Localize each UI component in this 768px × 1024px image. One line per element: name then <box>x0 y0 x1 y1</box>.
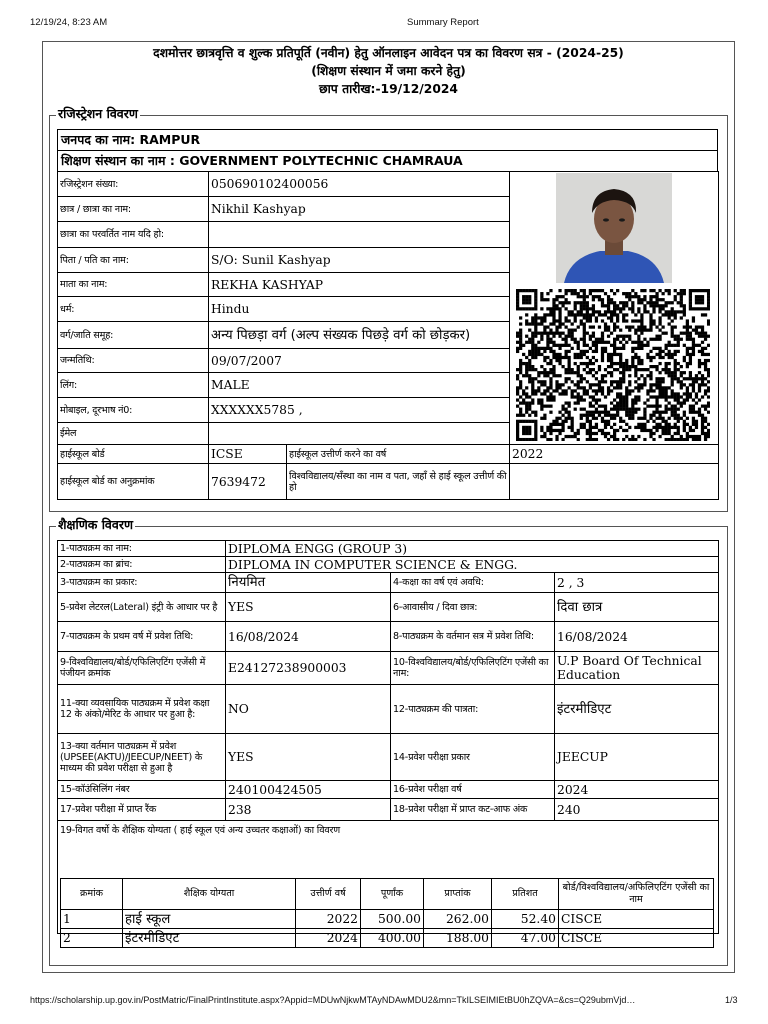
registration-section-title: रजिस्ट्रेशन विवरण <box>58 106 138 121</box>
academic-row-value: YES <box>226 593 391 622</box>
document-title <box>42 44 735 98</box>
registration-row-value: 09/07/2007 <box>209 349 510 373</box>
academic-row-value: 2024 <box>555 781 719 799</box>
academic-row-label: 4-कक्षा का वर्ष एवं अवधि: <box>391 573 555 593</box>
roll-value-cell <box>209 464 510 500</box>
qual-cell: 400.00 <box>361 929 424 948</box>
academic-row <box>58 573 719 593</box>
qual-cell: 47.00 <box>492 929 559 948</box>
academic-row-label: 5-प्रवेश लेटरल(Lateral) इंट्री के आधार पर है <box>58 593 226 622</box>
registration-row-value: 050690102400056 <box>209 172 510 197</box>
academic-row <box>58 734 719 781</box>
qual-cell: 1 <box>61 910 123 929</box>
roll-value: 7639472 <box>209 464 287 499</box>
registration-row-label: जन्मतिथि: <box>58 349 209 373</box>
registration-row-label: छात्रा का परवर्तित नाम यदि हो: <box>58 222 209 248</box>
academic-row <box>58 685 719 734</box>
qual-row <box>61 929 714 948</box>
qr-code-icon <box>516 289 710 441</box>
academic-row-label: 7-पाठ्यक्रम के प्रथम वर्ष में प्रवेश तिथि: <box>58 622 226 652</box>
academic-row-label: 8-पाठ्यक्रम के वर्तमान सत्र में प्रवेश तिथि: <box>391 622 555 652</box>
academic-row-value: NO <box>226 685 391 734</box>
print-url[interactable]: https://scholarship.up.gov.in/PostMatric/FinalPrintInstitute.aspx?Appid=MDUwNjkwMTAyNDAwMDU2&mn=TkILSEIMIEtBU0hZQVA=&cs=Q29ubmVjd… <box>30 995 636 1005</box>
academic-row-value: 238 <box>226 799 391 821</box>
registration-row-label: ईमेल <box>58 423 209 445</box>
academic-row <box>58 652 719 685</box>
registration-row-value <box>209 222 510 248</box>
academic-row-value: 240 <box>555 799 719 821</box>
registration-row-value: अन्य पिछड़ा वर्ग (अल्प संख्यक पिछड़े वर्ग को छोड़कर) <box>209 322 510 349</box>
hs-year-value: 2022 <box>510 445 719 464</box>
academic-row-value: DIPLOMA IN COMPUTER SCIENCE & ENGG. <box>226 557 719 573</box>
academic-row <box>58 593 719 622</box>
registration-row-label: मोबाइल, दूरभाष नं0: <box>58 398 209 423</box>
qual-header: प्रतिशत <box>492 879 559 910</box>
page-number: 1/3 <box>725 995 738 1005</box>
academic-row-value: E24127238900003 <box>226 652 391 685</box>
registration-row-label: छात्र / छात्रा का नाम: <box>58 197 209 222</box>
registration-row-label: लिंग: <box>58 373 209 398</box>
roll-row <box>58 464 719 500</box>
print-title: Summary Report <box>407 17 479 28</box>
academic-section-title: शैक्षणिक विवरण <box>58 517 133 532</box>
academic-row-value: 16/08/2024 <box>226 622 391 652</box>
qual-header: पूर्णांक <box>361 879 424 910</box>
row19-label: 19-विगत वर्षो के शैक्षिक योग्यता ( हाई स्कूल एवं अन्य उच्चतर कक्षाओं) का विवरण <box>60 825 340 836</box>
academic-row-label: 1-पाठ्यक्रम का नाम: <box>58 541 226 557</box>
title-line-2: (शिक्षण संस्थान में जमा करने हेतु) <box>311 64 466 78</box>
academic-row-value: 16/08/2024 <box>555 622 719 652</box>
academic-row-label: 13-क्या वर्तमान पाठ्यक्रम में प्रवेश (UPSEE(AKTU)/JEECUP/NEET) के माध्यम की प्रवेश परीक्षा से हुआ है <box>58 734 226 781</box>
academic-row-value: इंटरमीडिएट <box>555 685 719 734</box>
institution-name: शिक्षण संस्थान का नाम : GOVERNMENT POLYTECHNIC CHAMRAUA <box>57 150 718 171</box>
academic-row-label: 11-क्या व्यवसायिक पाठ्यक्रम में प्रवेश कक्षा 12 के अंको/मेरिट के आधार पर हुआ है: <box>58 685 226 734</box>
academic-row-label: 16-प्रवेश परीक्षा वर्ष <box>391 781 555 799</box>
academic-row <box>58 541 719 557</box>
academic-row-value: दिवा छात्र <box>555 593 719 622</box>
qual-cell: CISCE <box>559 929 714 948</box>
academic-row <box>58 557 719 573</box>
academic-row-label: 3-पाठ्यक्रम का प्रकार: <box>58 573 226 593</box>
qual-cell: CISCE <box>559 910 714 929</box>
title-line-1: दशमोत्तर छात्रवृत्ति व शुल्क प्रतिपूर्ति (नवीन) हेतु ऑनलाइन आवेदन पत्र का विवरण सत्र - (2024-25) <box>153 46 624 60</box>
academic-row-value: DIPLOMA ENGG (GROUP 3) <box>226 541 719 557</box>
board-value: ICSE <box>209 445 287 463</box>
district-name: जनपद का नाम: RAMPUR <box>57 129 718 150</box>
qual-header: प्राप्तांक <box>424 879 492 910</box>
qual-cell: हाई स्कूल <box>123 910 296 929</box>
qual-cell: 2022 <box>296 910 361 929</box>
qual-cell: 262.00 <box>424 910 492 929</box>
academic-row-value: JEECUP <box>555 734 719 781</box>
roll-label: हाईस्कूल बोर्ड का अनुक्रमांक <box>58 464 209 500</box>
academic-row-value: 2 , 3 <box>555 573 719 593</box>
academic-row <box>58 781 719 799</box>
academic-row-value: नियमित <box>226 573 391 593</box>
academic-row-label: 14-प्रवेश परीक्षा प्रकार <box>391 734 555 781</box>
registration-row-value: MALE <box>209 373 510 398</box>
qual-cell: 52.40 <box>492 910 559 929</box>
qual-header: शैक्षिक योग्यता <box>123 879 296 910</box>
qual-cell: इंटरमीडिएट <box>123 929 296 948</box>
academic-table <box>57 540 719 934</box>
academic-row-label: 17-प्रवेश परीक्षा में प्राप्त रैंक <box>58 799 226 821</box>
academic-row-label: 15-कॉउंसिलिंग नंबर <box>58 781 226 799</box>
print-datetime: 12/19/24, 8:23 AM <box>30 17 108 28</box>
hs-year-label: हाईस्कूल उत्तीर्ण करने का वर्ष <box>289 448 387 460</box>
registration-row-value: Hindu <box>209 297 510 322</box>
qual-cell: 188.00 <box>424 929 492 948</box>
academic-row-label: 2-पाठ्यक्रम का ब्रांच: <box>58 557 226 573</box>
registration-row-value <box>209 423 510 445</box>
academic-row-value: YES <box>226 734 391 781</box>
academic-row-label: 9-विश्वविद्यालय/बोर्ड/एफिलिएटिंग एजेंसी में पंजीयन क्रमांक <box>58 652 226 685</box>
board-row <box>58 445 719 464</box>
univ-value <box>510 464 719 500</box>
registration-row-value: Nikhil Kashyap <box>209 197 510 222</box>
registration-row-label: रजिस्ट्रेशन संख्या: <box>58 172 209 197</box>
academic-row-value: U.P Board Of Technical Education <box>555 652 719 685</box>
qual-cell: 500.00 <box>361 910 424 929</box>
registration-row-value: XXXXXX5785 , <box>209 398 510 423</box>
academic-row-label: 10-विश्वविद्यालय/बोर्ड/एफिलिएटिंग एजेंसी का नाम: <box>391 652 555 685</box>
academic-row-value: 240100424505 <box>226 781 391 799</box>
academic-row-label: 12-पाठ्यक्रम की पात्रता: <box>391 685 555 734</box>
qr-code-image <box>516 289 710 441</box>
academic-row-label: 18-प्रवेश परीक्षा में प्राप्त कट-आफ अंक <box>391 799 555 821</box>
registration-row-value: REKHA KASHYAP <box>209 273 510 297</box>
qual-header: क्रमांक <box>61 879 123 910</box>
qual-cell: 2024 <box>296 929 361 948</box>
title-line-3: छाप तारीख:-19/12/2024 <box>319 82 458 96</box>
board-label: हाईस्कूल बोर्ड <box>58 445 209 464</box>
qual-header: उत्तीर्ण वर्ष <box>296 879 361 910</box>
univ-label: विश्वविद्यालय/सँस्था का नाम व पता, जहाँ से हाई स्कूल उत्तीर्ण की हो <box>289 470 507 493</box>
qual-row <box>61 910 714 929</box>
qual-cell: 2 <box>61 929 123 948</box>
academic-row <box>58 799 719 821</box>
academic-row-label: 6-आवासीय / दिवा छात्र: <box>391 593 555 622</box>
qual-header: बोर्ड/विश्वविद्यालय/अफिलिएटिंग एजेंसी का नाम <box>559 879 714 910</box>
student-photo-image <box>556 173 672 283</box>
registration-row-label: पिता / पति का नाम: <box>58 248 209 273</box>
registration-row-label: माता का नाम: <box>58 273 209 297</box>
board-value-cell <box>209 445 510 464</box>
academic-row <box>58 622 719 652</box>
qualification-table <box>60 878 714 948</box>
registration-row-label: धर्म: <box>58 297 209 322</box>
registration-row-label: वर्ग/जाति समूह: <box>58 322 209 349</box>
student-photo <box>556 173 672 283</box>
registration-row-value: S/O: Sunil Kashyap <box>209 248 510 273</box>
